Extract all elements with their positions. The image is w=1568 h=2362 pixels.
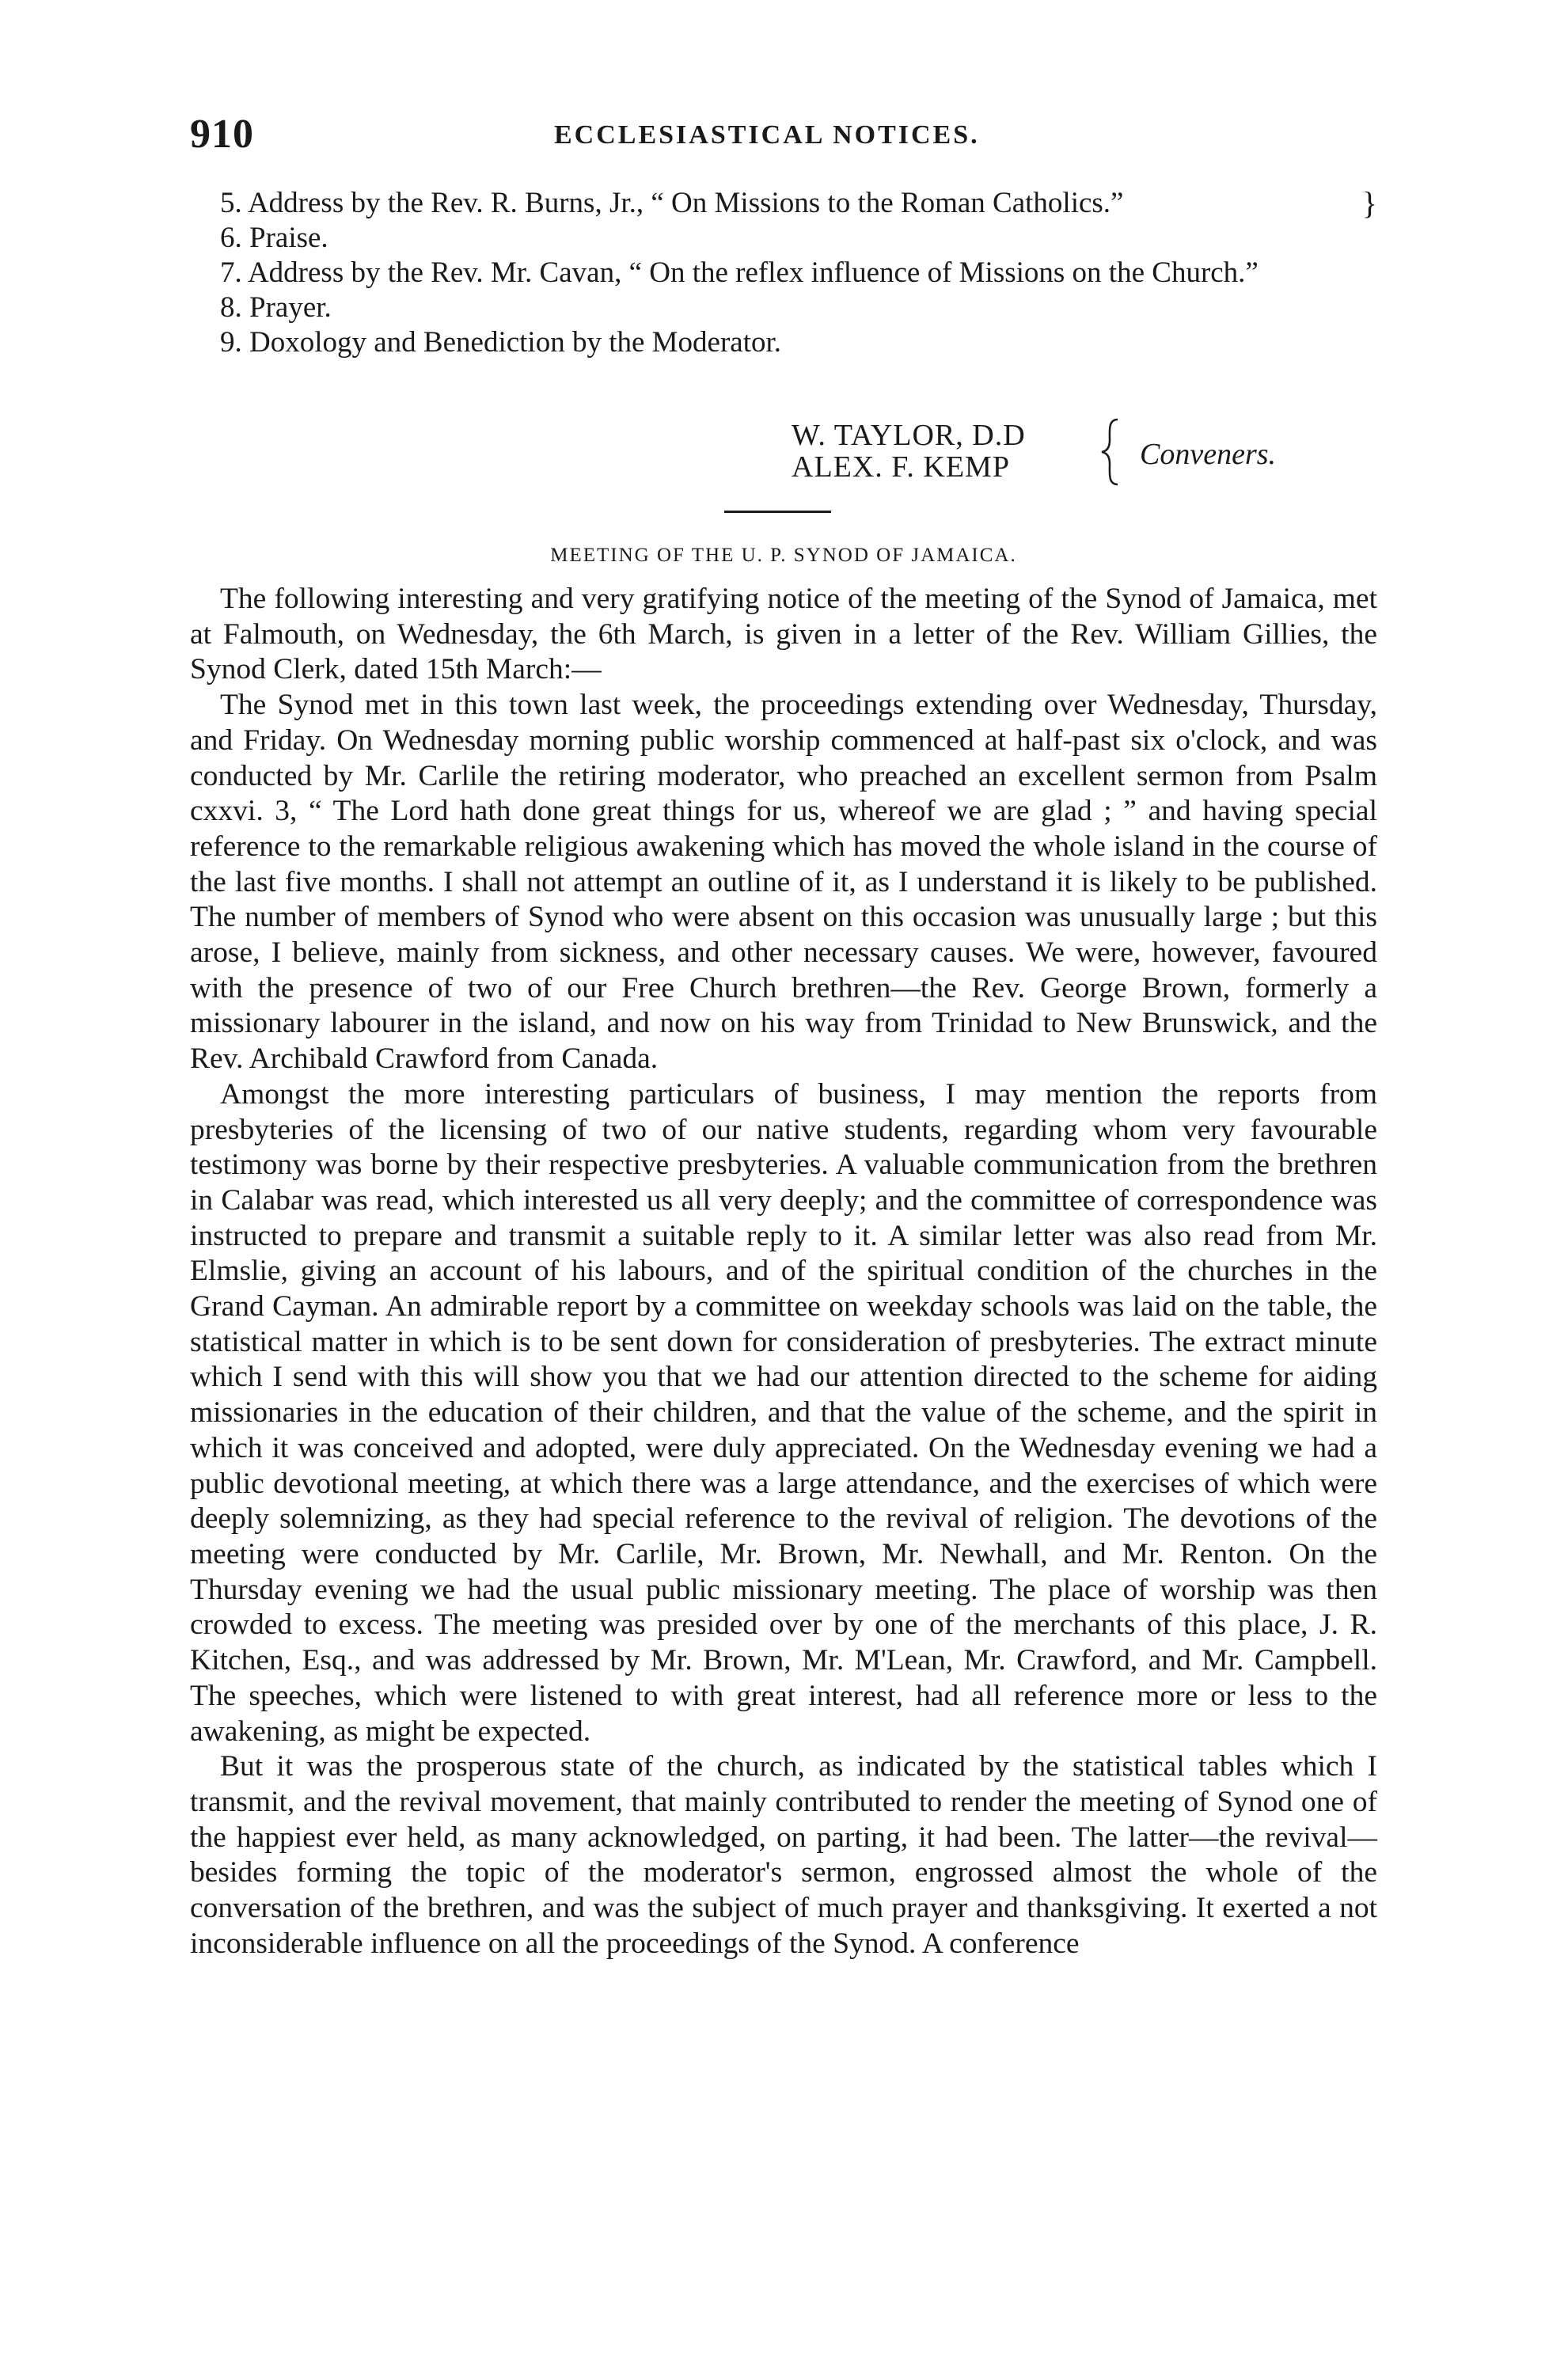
program-item: 8. Prayer. xyxy=(220,291,332,324)
program-list xyxy=(190,186,1377,360)
closing-brace: } xyxy=(1361,185,1377,221)
running-head xyxy=(190,111,1377,158)
convener-names xyxy=(792,420,1026,483)
paragraph: Amongst the more interesting particulars of business, I may mention the reports from presbyteries of the licensing of two of our native students, regarding whom very favourable testimony was borne by their respective presbyteries. A valuable communication from the brethren in Calabar was read, which interested us all very deeply; and the committee of correspondence was instructed to prepare and transmit a suitable reply to it. A similar letter was also read from Mr. Elmslie, giving an account of his labours, and of the spiritual condition of the churches in the Grand Cayman. An admirable report by a committee on weekday schools was laid on the table, the statistical matter in which is to be sent down for consideration of presbyteries. The extract minute which I send with this will show you that we had our attention directed to the scheme for aiding missionaries in the education of their children, and that the value of the scheme, and the spirit in which it was conceived and adopted, were duly appreciated. On the Wednesday evening we had a public devotional meeting, at which there was a large attendance, and the exercises of which were deeply solemnizing, as they had special reference to the revival of religion. The devotions of the meeting were conducted by Mr. Carlile, Mr. Brown, Mr. Newhall, and Mr. Renton. On the Thursday evening we had the usual public missionary meeting. The place of worship was then crowded to excess. The meeting was presided over by one of the merchants of this place, J. R. Kitchen, Esq., and was addressed by Mr. Brown, Mr. M'Lean, Mr. Crawford, and Mr. Campbell. The speeches, which were listened to with great interest, had all reference more or less to the awakening, as might be expected. xyxy=(190,1077,1377,1748)
program-item: 9. Doxology and Benediction by the Moderator. xyxy=(220,326,782,359)
program-item: 6. Praise. xyxy=(220,222,328,254)
section-heading: MEETING OF THE U. P. SYNOD OF JAMAICA. xyxy=(550,545,1017,566)
brace-icon xyxy=(1099,416,1122,488)
paragraph: The following interesting and very gratifying notice of the meeting of the Synod of Jamaica, met at Falmouth, on Wednesday, the 6th March, is given in a letter of the Rev. William Gillies, the Synod Clerk, dated 15th March:— xyxy=(190,583,1377,686)
paragraph: The Synod met in this town last week, the proceedings extending over Wednesday, Thursday, and Friday. On Wednesday morning public worship commenced at half-past six o'clock, and was conducted by Mr. Carlile the retiring moderator, who preached an excellent sermon from Psalm cxxvi. 3, “ The Lord hath done great things for us, whereof we are glad ; ” and having special reference to the remarkable religious awakening which has moved the whole island in the course of the last five months. I shall not attempt an outline of it, as I understand it is likely to be published. The number of members of Synod who were absent on this occasion was unusually large ; but this arose, I believe, mainly from sickness, and other necessary causes. We were, however, favoured with the presence of two of our Free Church brethren—the Rev. George Brown, formerly a missionary labourer in the island, and now on his way from Trinidad to New Brunswick, and the Rev. Archibald Crawford from Canada. xyxy=(190,689,1377,1076)
convener-name: W. TAYLOR, D.D xyxy=(792,419,1026,452)
section-divider xyxy=(724,511,831,513)
program-item: 7. Address by the Rev. Mr. Cavan, “ On the reflex influence of Missions on the Church.” xyxy=(220,256,1259,289)
conveners-signature xyxy=(792,420,1393,499)
conveners-role: Conveners. xyxy=(1140,438,1277,471)
convener-name: ALEX. F. KEMP xyxy=(792,450,1010,484)
program-item: 5. Address by the Rev. R. Burns, Jr., “ On Missions to the Roman Catholics.” xyxy=(220,187,1124,219)
article-body xyxy=(190,582,1377,1961)
page-number: 910 xyxy=(190,112,254,157)
running-title: ECCLESIASTICAL NOTICES. xyxy=(554,120,980,150)
paragraph: But it was the prosperous state of the church, as indicated by the statistical tables which I transmit, and the revival movement, that mainly contributed to render the meeting of Synod one of the happiest ever held, as many acknowledged, on parting, it had been. The latter—the revival—besides forming the topic of the moderator's sermon, engrossed almost the whole of the conversation of the brethren, and was the subject of much prayer and thanksgiving. It exerted a not inconsiderable influence on all the proceedings of the Synod. A conference xyxy=(190,1750,1377,1960)
